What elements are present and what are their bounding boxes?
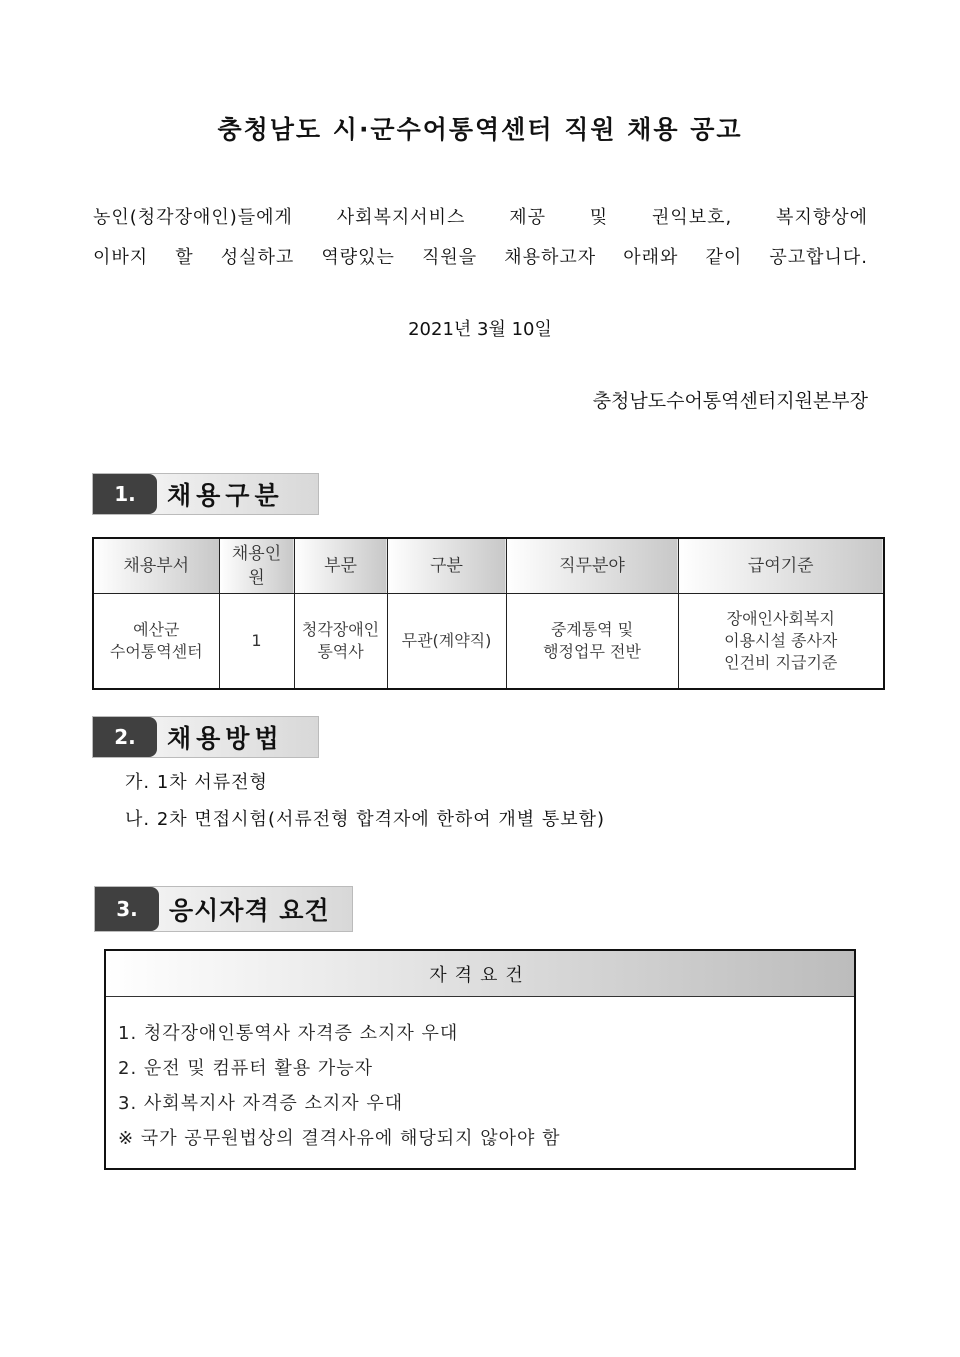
- section-title: 채용구분: [167, 481, 284, 510]
- table-cell: 청각장애인 통역사: [294, 594, 387, 690]
- table-cell: 예산군 수어통역센터: [93, 594, 219, 690]
- header-cell: 채용부서: [93, 538, 219, 594]
- header-cell: 구분: [387, 538, 506, 594]
- table-header-row: [93, 538, 884, 594]
- header-cell: [219, 538, 294, 594]
- section-title: 응시자격 요건: [169, 896, 330, 925]
- table-cell: 장애인사회복지 이용시설 종사자 인건비 지급기준: [678, 594, 884, 690]
- requirements-header: 자격요건: [106, 951, 854, 997]
- recruitment-table: [92, 537, 885, 690]
- header-cell: 부문: [294, 538, 387, 594]
- header-cell-text: 채용인원: [231, 544, 282, 588]
- announcement-date: 2021년 3월 10일: [408, 319, 552, 340]
- table-row: [93, 594, 884, 690]
- page-title: 충청남도 시·군수어통역센터 직원 채용 공고: [217, 115, 743, 144]
- section-2-header: [92, 716, 319, 758]
- requirement-note: ※ 국가 공무원법상의 결격사유에 해당되지 않아야 함: [118, 1128, 561, 1149]
- section-1-header: [92, 473, 319, 515]
- requirement-item: 1. 청각장애인통역사 자격증 소지자 우대: [118, 1023, 459, 1044]
- requirement-item: 3. 사회복지사 자격증 소지자 우대: [118, 1093, 404, 1114]
- header-cell: 급여기준: [678, 538, 884, 594]
- method-item: 가. 1차 서류전형: [125, 772, 268, 793]
- section-title: 채용방법: [167, 724, 284, 753]
- header-cell: 직무분야: [506, 538, 678, 594]
- table-cell: 무관(계약직): [387, 594, 506, 690]
- table-cell: 중계통역 및 행정업무 전반: [506, 594, 678, 690]
- section-number: 2.: [93, 717, 157, 757]
- intro-line-1: 농인(청각장애인)들에게 사회복지서비스 제공 및 권익보호, 복지향상에: [93, 207, 868, 228]
- table-cell: 1: [219, 594, 294, 690]
- section-3-header: [94, 886, 353, 932]
- section-number: 3.: [95, 887, 159, 931]
- section-number: 1.: [93, 474, 157, 514]
- method-item: 나. 2차 면접시험(서류전형 합격자에 한하여 개별 통보함): [125, 809, 606, 830]
- requirement-item: 2. 운전 및 컴퓨터 활용 가능자: [118, 1058, 374, 1079]
- requirements-box: [104, 949, 856, 1170]
- issuer: 충청남도수어통역센터지원본부장: [592, 390, 868, 412]
- intro-line-2: 이바지 할 성실하고 역량있는 직원을 채용하고자 아래와 같이 공고합니다.: [93, 247, 868, 268]
